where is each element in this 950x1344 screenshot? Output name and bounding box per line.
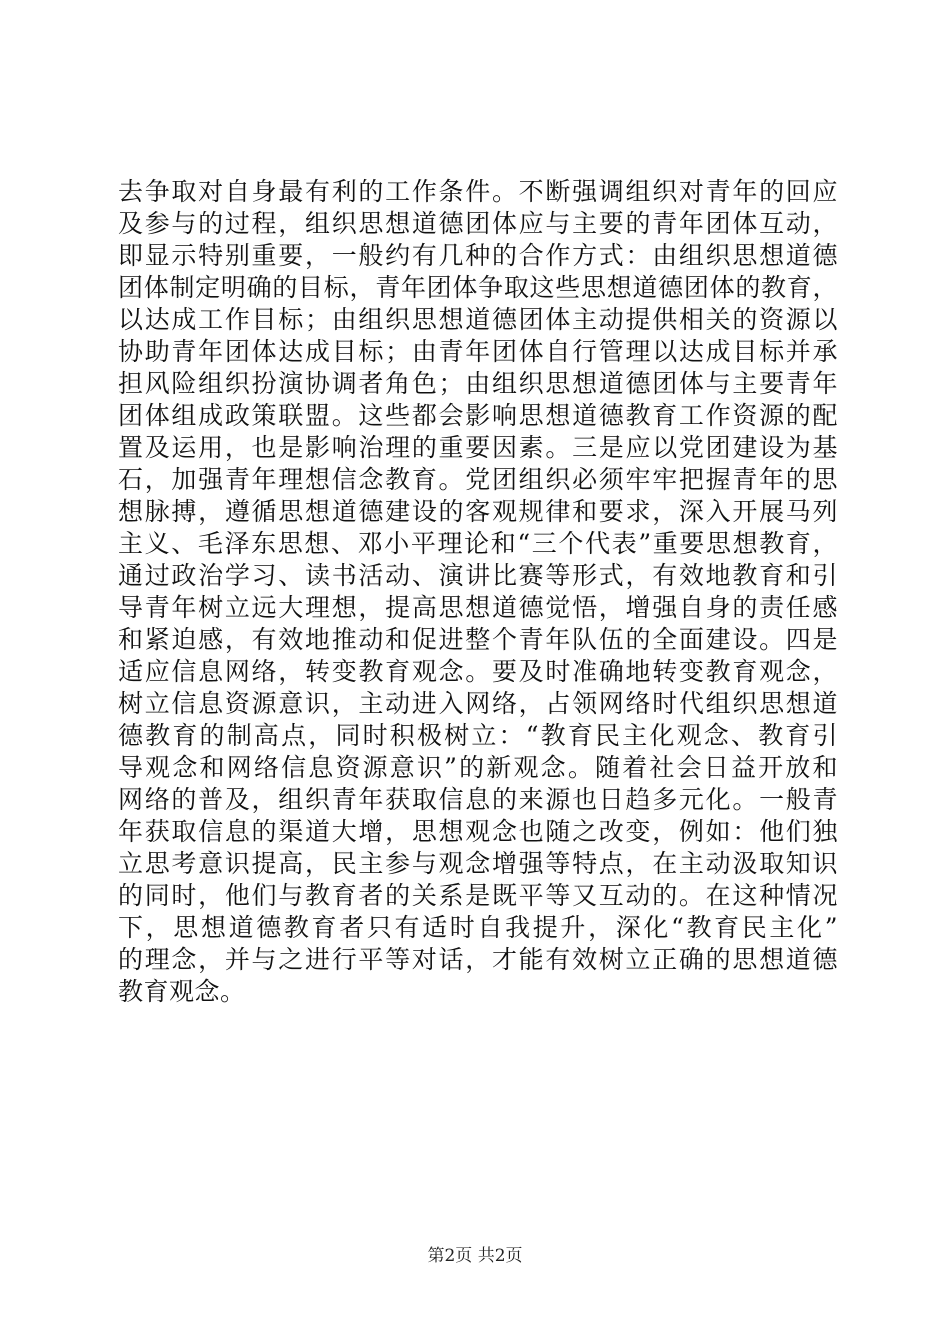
text-line: 置及运用，也是影响治理的重要因素。三是应以党团建设为基 <box>118 433 838 462</box>
text-line: 德教育的制高点，同时积极树立：“教育民主化观念、教育引 <box>118 721 838 750</box>
text-line: 和紧迫感，有效地推动和促进整个青年队伍的全面建设。四是 <box>118 625 838 654</box>
text-line: 担风险组织扮演协调者角色；由组织思想道德团体与主要青年 <box>118 369 838 398</box>
text-line: 石，加强青年理想信念教育。党团组织必须牢牢把握青年的思 <box>118 465 838 494</box>
text-line: 教育观念。 <box>118 977 246 1006</box>
text-line: 树立信息资源意识，主动进入网络，占领网络时代组织思想道 <box>118 689 838 718</box>
text-line: 主义、毛泽东思想、邓小平理论和“三个代表”重要思想教育， <box>118 529 838 558</box>
text-line: 立思考意识提高，民主参与观念增强等特点，在主动汲取知识 <box>118 849 838 878</box>
text-line: 及参与的过程，组织思想道德团体应与主要的青年团体互动， <box>118 209 838 238</box>
text-line: 导青年树立远大理想，提高思想道德觉悟，增强自身的责任感 <box>118 593 838 622</box>
text-line: 下，思想道德教育者只有适时自我提升，深化“教育民主化” <box>118 913 838 942</box>
text-line: 的同时，他们与教育者的关系是既平等又互动的。在这种情况 <box>118 881 838 910</box>
text-line: 适应信息网络，转变教育观念。要及时准确地转变教育观念， <box>118 657 838 686</box>
text-line: 网络的普及，组织青年获取信息的来源也日趋多元化。一般青 <box>118 785 838 814</box>
text-line: 即显示特别重要，一般约有几种的合作方式：由组织思想道德 <box>118 241 838 270</box>
body-paragraph <box>118 176 838 1008</box>
text-line: 年获取信息的渠道大增，思想观念也随之改变，例如：他们独 <box>118 817 838 846</box>
text-line: 去争取对自身最有利的工作条件。不断强调组织对青年的回应 <box>118 177 838 206</box>
text-line: 通过政治学习、读书活动、演讲比赛等形式，有效地教育和引 <box>118 561 838 590</box>
text-line: 导观念和网络信息资源意识”的新观念。随着社会日益开放和 <box>118 753 838 782</box>
text-line: 团体组成政策联盟。这些都会影响思想道德教育工作资源的配 <box>118 401 838 430</box>
text-line: 以达成工作目标；由组织思想道德团体主动提供相关的资源以 <box>118 305 838 334</box>
text-line: 团体制定明确的目标，青年团体争取这些思想道德团体的教育， <box>118 273 838 302</box>
page-number-footer: 第2页 共2页 <box>427 1246 523 1266</box>
text-line: 的理念，并与之进行平等对话，才能有效树立正确的思想道德 <box>118 945 838 974</box>
text-line: 协助青年团体达成目标；由青年团体自行管理以达成目标并承 <box>118 337 838 366</box>
text-line: 想脉搏，遵循思想道德建设的客观规律和要求，深入开展马列 <box>118 497 838 526</box>
